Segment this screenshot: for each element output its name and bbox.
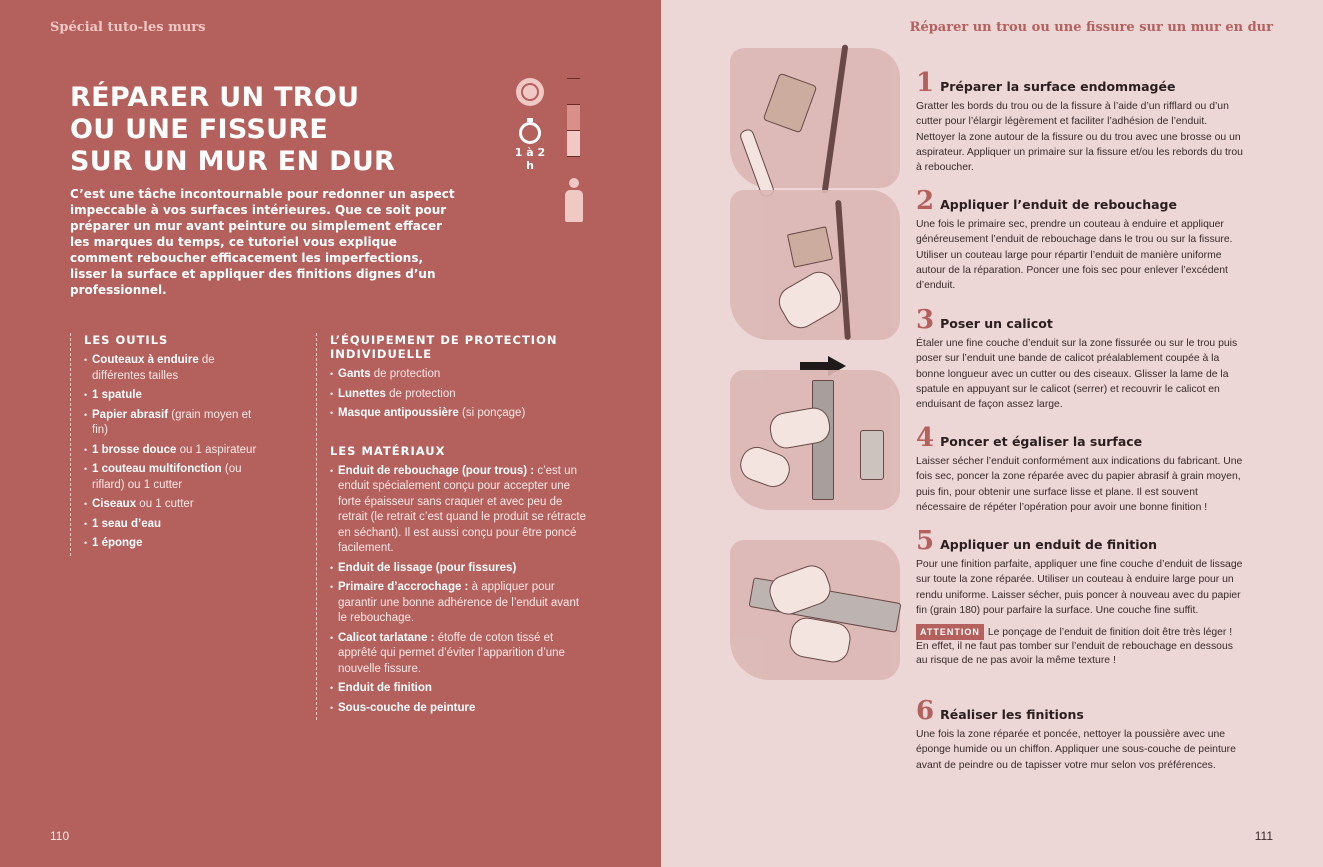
step-number: 6 [916, 696, 935, 726]
attention-text: Le ponçage de l’enduit de finition doit être très léger ! En effet, il ne faut pas tomber sur l’enduit de rebouchage en dessous au risque de ne pas avoir la même texture ! [916, 627, 1233, 667]
list-item [330, 701, 586, 717]
title-line: RÉPARER UN TROU [70, 82, 360, 113]
item-text: (ou riflard) ou 1 cutter [92, 463, 242, 491]
item-bold: 1 spatule [92, 389, 142, 401]
item-text: (si ponçage) [458, 407, 526, 419]
equipment-list [330, 367, 586, 422]
euro-cost-icon [516, 78, 544, 106]
running-head: Réparer un trou ou une fissure sur un mur en dur [909, 20, 1273, 35]
item-text: de protection [370, 368, 441, 380]
page-title [70, 82, 395, 178]
item-text: étoffe de coton tissé et apprêté qui permet d’éviter l’apparition d’une nouvelle fissure. [338, 631, 565, 675]
list-item [330, 406, 586, 422]
item-bold: Papier abrasif [92, 408, 169, 421]
item-bold: 1 éponge [92, 537, 143, 549]
list-item [84, 462, 270, 493]
step-title: Réaliser les finitions [940, 707, 1084, 722]
step-5 [916, 528, 1246, 668]
list-item [330, 681, 586, 697]
item-bold: Primaire d’accrochage : [338, 581, 469, 593]
item-text: à appliquer pour garantir une bonne adhérence de l’enduit avant le rebouchage. [338, 581, 580, 624]
step-number: 5 [916, 526, 935, 556]
step-6 [916, 698, 1246, 773]
item-text: ou 1 cutter [136, 498, 194, 510]
item-bold: Gants [338, 368, 371, 380]
step-text: Une fois le primaire sec, prendre un couteau à enduire et appliquer généreusement l’enduit de rebouchage dans le trou ou sur la fissure. Utiliser un couteau large pour répartir l’enduit de manière uniforme autour de la réparation. Poncer une fois sec pour enlever l’excédent d’enduit. [916, 219, 1233, 292]
materials-list [330, 464, 586, 717]
list-item [330, 367, 586, 383]
attention-badge: ATTENTION [916, 624, 984, 640]
list-item [84, 517, 270, 533]
illustration-calicot [730, 370, 900, 510]
step-text: Une fois la zone réparée et poncée, nettoyer la poussière avec une éponge humide ou un chiffon. Appliquer une sous-couche de peinture avant de peindre ou de tapisser votre mur selon vos préférences. [916, 729, 1236, 771]
item-bold: 1 seau d’eau [92, 517, 162, 530]
item-text: (grain moyen et fin) [92, 408, 252, 436]
illustration-filling [730, 190, 900, 340]
item-bold: Calicot tarlatane : [338, 631, 435, 644]
tools-column [70, 333, 270, 556]
step-title: Préparer la surface endommagée [940, 79, 1176, 94]
item-text: ou 1 aspirateur [176, 443, 257, 456]
list-item [84, 408, 270, 439]
left-page [0, 0, 661, 867]
list-item [330, 464, 586, 557]
step-text: Étaler une fine couche d’enduit sur la zone fissurée ou sur le trou puis poser sur l’enduit une bande de calicot préalablement coupée à la bonne longueur avec un cutter ou des ciseaux. Glisser la lame de la spatule en appuyant sur le calicot (serrer) et recouvrir le calicot en enduisant de façon assez large. [916, 338, 1238, 411]
running-head: Spécial tuto-les murs [50, 20, 206, 35]
step-title: Appliquer un enduit de finition [940, 537, 1158, 552]
title-line: OU UNE FISSURE [70, 114, 329, 145]
step-1 [916, 70, 1246, 175]
equipment-column [316, 333, 586, 720]
tools-heading: LES OUTILS [84, 333, 169, 347]
item-bold: Enduit de finition [338, 682, 432, 694]
list-item [330, 387, 586, 403]
step-number: 2 [916, 186, 935, 216]
list-item [330, 561, 586, 577]
item-bold: Couteaux à enduire [92, 354, 199, 366]
item-text: de différentes tailles [92, 354, 215, 382]
equipment-heading: L’ÉQUIPEMENT DE PROTECTION INDIVIDUELLE [330, 333, 558, 361]
page-number: 110 [50, 829, 70, 843]
step-text: Pour une finition parfaite, appliquer une fine couche d’enduit de lissage sur toute la zone réparée. Utiliser un couteau à enduire large pour un rendu uniforme. Laisser sécher, puis poncer à nouveau avec du papier fin (grain 180) pour parfaire la surface. Une couche fine suffit. [916, 559, 1243, 616]
difficulty-level-icon [567, 78, 580, 158]
step-number: 3 [916, 305, 935, 335]
list-item [330, 631, 586, 678]
item-text: c’est un enduit spécialement conçu pour accepter une forte épaisseur sans craquer et avec peu de retrait (le retrait c’est quand le produit se rétracte en séchant). Il est aussi conçu pour être poncé facilement. [338, 464, 587, 554]
illustration-scraping [730, 48, 900, 188]
step-number: 1 [916, 68, 935, 98]
list-item [84, 443, 270, 459]
step-2 [916, 188, 1246, 293]
tools-list [84, 353, 270, 552]
info-badges [512, 78, 552, 172]
attention-note [916, 624, 1246, 668]
page-number: 111 [1254, 829, 1273, 843]
list-item [84, 353, 270, 384]
step-3 [916, 307, 1246, 412]
materials-heading: LES MATÉRIAUX [330, 443, 446, 458]
step-text: Laisser sécher l’enduit conformément aux indications du fabricant. Une fois sec, poncer la zone réparée avec du papier abrasif à grain moyen, puis fin, pour obtenir une surface lisse et plane. Il est souvent nécessaire de répéter l’opération pour avoir une bonne finition ! [916, 456, 1243, 513]
item-bold: 1 brosse douce [92, 443, 177, 456]
timer-icon [519, 122, 541, 144]
item-bold: Lunettes [338, 387, 386, 400]
item-bold: 1 couteau multifonction [92, 463, 222, 475]
person-icon [565, 178, 583, 222]
step-4 [916, 425, 1246, 515]
item-bold: Sous-couche de peinture [338, 701, 476, 714]
illustration-finishing [730, 540, 900, 680]
step-title: Poser un calicot [940, 316, 1053, 331]
item-bold: Enduit de lissage (pour fissures) [338, 561, 517, 574]
list-item [84, 497, 270, 513]
step-title: Poncer et égaliser la surface [940, 434, 1143, 449]
list-item [330, 580, 586, 627]
list-item [84, 536, 270, 552]
item-text: de protection [385, 387, 456, 400]
item-bold: Ciseaux [92, 498, 137, 510]
step-title: Appliquer l’enduit de rebouchage [940, 197, 1177, 212]
step-text: Gratter les bords du trou ou de la fissure à l’aide d’un rifflard ou d’un cutter pour l’élargir légèrement et faciliter l’adhésion de l’enduit. Nettoyer la zone autour de la fissure ou du trou avec une brosse ou un aspirateur. Appliquer un primaire sur la fissure et/ou les rebords du trou à reboucher. [916, 101, 1243, 174]
title-line: SUR UN MUR EN DUR [70, 146, 396, 177]
list-item [84, 388, 270, 404]
intro-text: C’est une tâche incontournable pour redonner un aspect impeccable à vos surfaces intérieures. Que ce soit pour préparer un mur avant peinture ou simplement effacer les marques du temps, ce tutoriel vous explique comment reboucher efficacement les imperfections, lisser la surface et appliquer des finitions dignes d’un professionnel. [70, 187, 455, 297]
step-number: 4 [916, 423, 935, 453]
item-bold: Masque antipoussière [338, 407, 459, 419]
item-bold: Enduit de rebouchage (pour trous) : [338, 464, 535, 477]
duration-label: 1 à 2 h [514, 146, 546, 172]
